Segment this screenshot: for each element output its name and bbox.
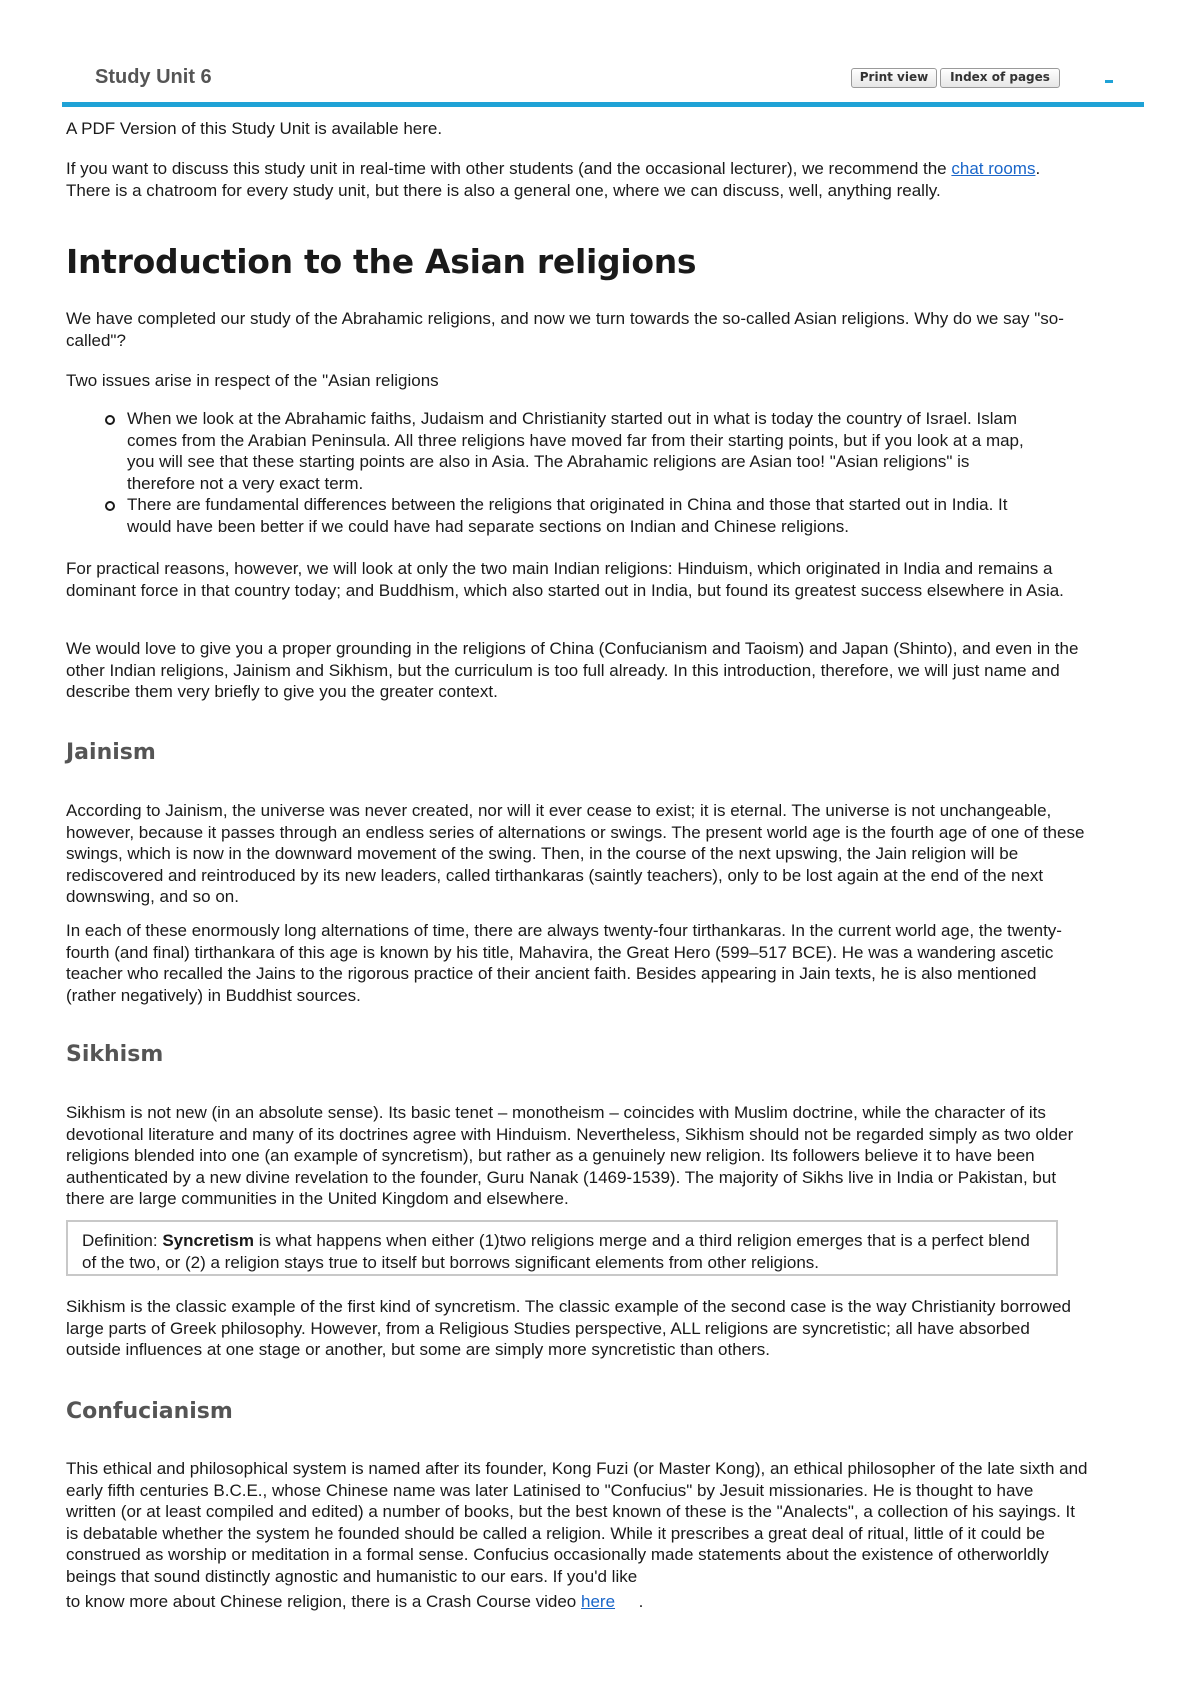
sikhism-paragraph-1: Sikhism is not new (in an absolute sense). Its basic tenet – monotheism – coincides with Muslim doctrine, while the character of its devotional literature and many of its doctrines agree with Hinduism. Nevertheless, Sikhism should not be regarded simply as two older religions blended into one (an example of syncretism), but rather as a genuinely new religion. Its followers believe it to have been authenticated by a new divine revelation to the founder, Guru Nanak (1469-1539). The majority of Sikhs live in India or Pakistan, but there are large communities in the United Kingdom and elsewhere. bbox=[66, 1103, 1074, 1208]
pdf-notice: A PDF Version of this Study Unit is available here. bbox=[66, 119, 443, 138]
index-of-pages-button[interactable]: Index of pages bbox=[940, 68, 1060, 88]
issues-intro: Two issues arise in respect of the "Asian religions bbox=[66, 371, 439, 390]
jainism-paragraph-1: According to Jainism, the universe was never created, nor will it ever cease to exist; it is eternal. The universe is not unchangeable, however, because it passes through an endless series of alternations or swings. The present world age is the fourth age of one of these swings, which is now in the downward movement of the swing. Then, in the course of the next upswing, the Jain religion will be rediscovered and reintroduced by its new leaders, called tirthankaras (saintly teachers), only to be lost again at the end of the next downswing, and so on. bbox=[66, 801, 1085, 906]
bullet-icon bbox=[105, 415, 115, 425]
practical-paragraph: For practical reasons, however, we will look at only the two main Indian religions: Hinduism, which originated in India and remains a dominant force in that country today; and Buddhism, which also started out in India, but found its greatest success elsewhere in Asia. bbox=[66, 559, 1064, 600]
confucianism-text-end: to know more about Chinese religion, there is a Crash Course video bbox=[66, 1592, 581, 1611]
page-title: Study Unit 6 bbox=[95, 66, 212, 88]
definition-term: Syncretism bbox=[162, 1231, 254, 1250]
sikhism-paragraph-2: Sikhism is the classic example of the first kind of syncretism. The classic example of the second case is the way Christianity borrowed large parts of Greek philosophy. However, from a Religious Studies perspective, ALL religions are syncretistic; all have absorbed outside influences at one stage or another, but some are simply more syncretistic than others. bbox=[66, 1297, 1071, 1359]
chat-notice bbox=[66, 158, 1088, 201]
crash-course-video-link[interactable]: here bbox=[581, 1592, 616, 1611]
jainism-heading: Jainism bbox=[66, 740, 156, 765]
bullet-icon bbox=[105, 501, 115, 511]
confucianism-text-trailer: . bbox=[615, 1592, 644, 1611]
definition-text: is what happens when either (1)two religions merge and a third religion emerges that is a perfect blend of the two, or (2) a religion stays true to itself but borrows significant elements from other religions. bbox=[82, 1231, 1030, 1272]
list-item-text: There are fundamental differences between the religions that originated in China and those that started out in India. It would have been better if we could have had separate sections on Indian and Chinese religions. bbox=[127, 495, 1008, 536]
definition-box bbox=[66, 1220, 1058, 1276]
intro-paragraph: We have completed our study of the Abrahamic religions, and now we turn towards the so-called Asian religions. Why do we say "so-called"? bbox=[66, 309, 1064, 350]
print-view-button[interactable]: Print view bbox=[851, 68, 937, 88]
header-bar bbox=[62, 58, 1144, 107]
confucianism-heading: Confucianism bbox=[66, 1399, 233, 1424]
list-item bbox=[66, 494, 1042, 537]
chat-rooms-link[interactable]: chat rooms bbox=[951, 159, 1036, 178]
definition-label: Definition: bbox=[82, 1231, 163, 1250]
issues-list bbox=[66, 408, 1088, 537]
list-item bbox=[66, 408, 1042, 494]
jainism-paragraph-2: In each of these enormously long alternations of time, there are always twenty-four tirthankaras. In the current world age, the twenty-fourth (and final) tirthankara of this age is known by his title, Mahavira, the Great Hero (599–517 BCE). He was a wandering ascetic teacher who recalled the Jains to the rigorous practice of their ancient faith. Besides appearing in Jain texts, he is also mentioned (rather negatively) in Buddhist sources. bbox=[66, 921, 1062, 1005]
sikhism-heading: Sikhism bbox=[66, 1042, 164, 1067]
grounding-paragraph: We would love to give you a proper grounding in the religions of China (Confucianism and Taoism) and Japan (Shinto), and even in the other Indian religions, Jainism and Sikhism, but the curriculum is too full already. In this introduction, therefore, we will just name and describe them very briefly to give you the greater context. bbox=[66, 639, 1079, 701]
main-heading: Introduction to the Asian religions bbox=[66, 242, 697, 281]
chat-notice-text: If you want to discuss this study unit in real-time with other students (and the occasional lecturer), we recommend the bbox=[66, 159, 952, 178]
confucianism-paragraph bbox=[66, 1458, 1088, 1613]
chat-notice-text-end: . There is a chatroom for every study unit, but there is also a general one, where we can discuss, well, anything really. bbox=[66, 159, 1041, 200]
confucianism-text: This ethical and philosophical system is named after its founder, Kong Fuzi (or Master Kong), an ethical philosopher of the late sixth and early fifth centuries B.C.E., whose Chinese name was later Latinised to "Confucius" by Jesuit missionaries. He is thought to have written (or at least compiled and edited) a number of books, but the best known of these is the "Analects", a collection of his sayings. It is debatable whether the system he founded should be called a religion. While it prescribes a great deal of ritual, little of it could be construed as worship or meditation in a formal sense. Confucius occasionally made statements about the existence of otherworldly beings that sound distinctly agnostic and humanistic to our ears. If you'd like bbox=[66, 1459, 1088, 1586]
confucianism-last-line bbox=[66, 1591, 643, 1613]
nav-link-marker[interactable] bbox=[1105, 80, 1113, 83]
list-item-text: When we look at the Abrahamic faiths, Judaism and Christianity started out in what is today the country of Israel. Islam comes from the Arabian Peninsula. All three religions have moved far from their starting points, but if you look at a map, you will see that these starting points are also in Asia. The Abrahamic religions are Asian too! "Asian religions" is therefore not a very exact term. bbox=[127, 409, 1024, 493]
